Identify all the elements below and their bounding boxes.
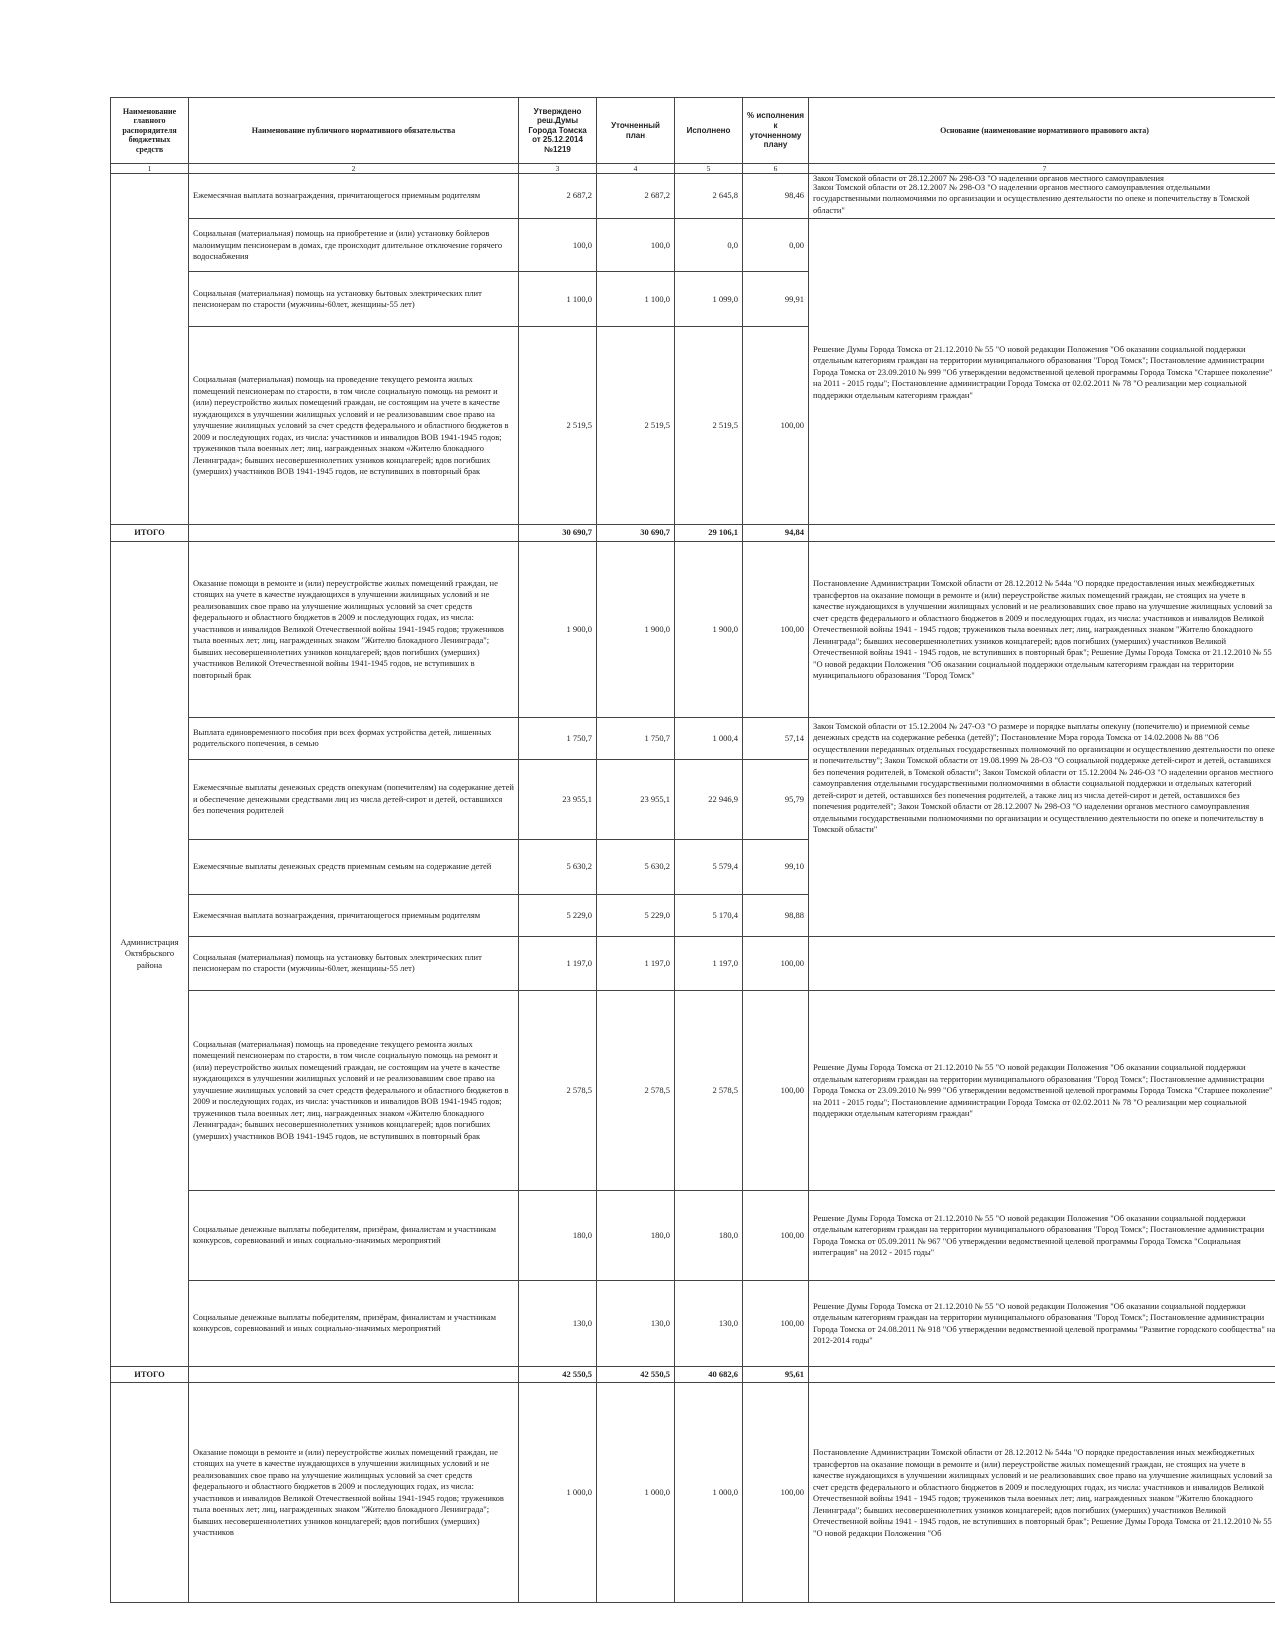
total-empty	[189, 1366, 519, 1382]
obligation-cell: Выплата единовременного пособия при всех формах устройства детей, лишенных родительского попечения, в семью	[189, 717, 519, 759]
basis-cell: Решение Думы Города Томска от 21.12.2010 № 55 "О новой редакции Положения "Об оказании социальной поддержки отдельным категориям граждан на территории муниципального образования "Город Томск"; Постановление администрации Города Томска от 23.09.2010 № 999 "Об утверждении ведомственной целевой программы Города Томска "Старшее поколение" на 2011 - 2015 годы"; Постановление администрации Города Томска от 02.02.2011 № 78 "О реализации мер социальной поддержки отдельным категориям граждан"	[809, 990, 1275, 1190]
obligation-cell: Социальные денежные выплаты победителям, призёрам, финалистам и участникам конкурсов, соревнований и иных социально-значимых мероприятий	[189, 1280, 519, 1366]
column-number: 2	[189, 164, 519, 174]
table-row	[111, 174, 1275, 219]
percent-cell: 100,00	[743, 936, 809, 990]
approved-cell: 1 000,0	[519, 1383, 597, 1603]
percent-cell: 57,14	[743, 717, 809, 759]
approved-cell: 180,0	[519, 1190, 597, 1280]
percent-cell: 0,00	[743, 219, 809, 272]
column-number: 4	[597, 164, 675, 174]
obligation-cell: Социальная (материальная) помощь на установку бытовых электрических плит пенсионерам по старости (мужчины-60лет, женщины-55 лет)	[189, 936, 519, 990]
done-cell: 1 197,0	[675, 936, 743, 990]
total-percent: 95,61	[743, 1366, 809, 1382]
approved-cell: 1 100,0	[519, 272, 597, 327]
plan-cell: 1 900,0	[597, 541, 675, 717]
table-row	[111, 1190, 1275, 1280]
approved-cell: 2 578,5	[519, 990, 597, 1190]
percent-cell: 100,00	[743, 990, 809, 1190]
plan-cell: 1 197,0	[597, 936, 675, 990]
column-number: 3	[519, 164, 597, 174]
approved-cell: 5 630,2	[519, 839, 597, 894]
table-row	[111, 219, 1275, 272]
distributor-cell: Администрация Октябрьского района	[111, 541, 189, 1366]
obligation-cell: Социальная (материальная) помощь на проведение текущего ремонта жилых помещений пенсионерам по старости, в том числе социальную помощь на ремонт и (или) переустройство жилых помещений граждан, не состоящим на учете в качестве нуждающихся в улучшении жилищных условий и не реализовавшим свое право на улучшение жилищных условий за счет средств федерального и областного бюджетов в 2009 и последующих годах, из числа: участников и инвалидов ВОВ 1941-1945 годов; тружеников тыла военных лет; лиц, награжденных знаком «Жителю блокадного Ленинграда»; бывших несовершеннолетних узников концлагерей; вдов погибших (умерших) участников ВОВ 1941-1945 годов, не вступивших в повторный брак	[189, 327, 519, 525]
header-obligation: Наименование публичного нормативного обязательства	[189, 98, 519, 164]
obligation-cell: Социальная (материальная) помощь на установку бытовых электрических плит пенсионерам по старости (мужчины-60лет, женщины-55 лет)	[189, 272, 519, 327]
percent-cell: 100,00	[743, 1280, 809, 1366]
header-plan: Уточненный план	[597, 98, 675, 164]
approved-cell: 2 519,5	[519, 327, 597, 525]
percent-cell: 100,00	[743, 1383, 809, 1603]
plan-cell: 130,0	[597, 1280, 675, 1366]
total-row	[111, 525, 1275, 541]
header-approved: Утверждено реш.Думы Города Томска от 25.12.2014 №1219	[519, 98, 597, 164]
total-percent: 94,84	[743, 525, 809, 541]
plan-cell: 2 687,2	[597, 174, 675, 219]
done-cell: 1 900,0	[675, 541, 743, 717]
plan-cell: 1 000,0	[597, 1383, 675, 1603]
basis-cell: Постановление Администрации Томской области от 28.12.2012 № 544а "О порядке предоставления иных межбюджетных трансфертов на оказание помощи в ремонте и (или) переустройстве жилых помещений граждан, не стоящих на учете в качестве нуждающихся в улучшении жилищных условий и не реализовавших свое право на улучшение жилищных условий за счет средств федерального и областного бюджетов в 2009 и последующих годах, из числа: участников и инвалидов Великой Отечественной войны 1941 - 1945 годов; тружеников тыла военных лет; лиц, награжденных знаком "Жителю блокадного Ленинграда"; бывших несовершеннолетних узников концлагерей; вдов погибших (умерших) участников Великой Отечественной войны 1941 - 1945 годов, не вступивших в повторный брак"; Решение Думы Города Томска от 21.12.2010 № 55 "О новой редакции Положения "Об	[809, 1383, 1275, 1603]
plan-cell: 180,0	[597, 1190, 675, 1280]
done-cell: 5 579,4	[675, 839, 743, 894]
done-cell: 2 645,8	[675, 174, 743, 219]
done-cell: 1 099,0	[675, 272, 743, 327]
total-label: ИТОГО	[111, 1366, 189, 1382]
approved-cell: 23 955,1	[519, 759, 597, 839]
total-approved: 42 550,5	[519, 1366, 597, 1382]
total-basis-empty	[809, 525, 1275, 541]
total-plan: 30 690,7	[597, 525, 675, 541]
table-row	[111, 541, 1275, 717]
done-cell: 5 170,4	[675, 894, 743, 936]
done-cell: 1 000,4	[675, 717, 743, 759]
total-row	[111, 1366, 1275, 1382]
percent-cell: 99,91	[743, 272, 809, 327]
percent-cell: 95,79	[743, 759, 809, 839]
done-cell: 22 946,9	[675, 759, 743, 839]
total-basis-empty	[809, 1366, 1275, 1382]
approved-cell: 1 197,0	[519, 936, 597, 990]
total-empty	[189, 525, 519, 541]
obligation-cell: Ежемесячная выплата вознаграждения, причитающегося приемным родителям	[189, 174, 519, 219]
approved-cell: 100,0	[519, 219, 597, 272]
approved-cell: 2 687,2	[519, 174, 597, 219]
header-row	[111, 98, 1275, 164]
column-number: 1	[111, 164, 189, 174]
obligation-cell: Ежемесячная выплата вознаграждения, причитающегося приемным родителям	[189, 894, 519, 936]
obligation-cell: Оказание помощи в ремонте и (или) переустройстве жилых помещений граждан, не стоящих на учете в качестве нуждающихся в улучшении жилищных условий и не реализовавших свое право на улучшение жилищных условий за счет средств федерального и областного бюджетов в 2009 и последующих годах, из числа: участников и инвалидов Великой Отечественной войны 1941-1945 годов; тружеников тыла военных лет; лиц, награжденных знаком "Жителю блокадного Ленинграда"; бывших несовершеннолетних узников концлагерей; вдов погибших (умерших) участников	[189, 1383, 519, 1603]
basis-cell: Решение Думы Города Томска от 21.12.2010 № 55 "О новой редакции Положения "Об оказании социальной поддержки отдельным категориям граждан на территории муниципального образования "Город Томск"; Постановление администрации Города Томска от 23.09.2010 № 999 "Об утверждении ведомственной целевой программы Города Томска "Старшее поколение" на 2011 - 2015 годы"; Постановление администрации Города Томска от 02.02.2011 № 78 "О реализации мер социальной поддержки отдельным категориям граждан"	[809, 219, 1275, 525]
basis-empty	[809, 936, 1275, 990]
table-row	[111, 717, 1275, 759]
distributor-cell	[111, 1383, 189, 1603]
total-approved: 30 690,7	[519, 525, 597, 541]
basis-cell: Решение Думы Города Томска от 21.12.2010 № 55 "О новой редакции Положения "Об оказании социальной поддержки отдельным категориям граждан на территории муниципального образования "Город Томск"; Постановление администрации Города Томска от 05.09.2011 № 967 "Об утверждении ведомственной целевой программы Города Томска "Социальная интеграция" на 2012 - 2015 годы"	[809, 1190, 1275, 1280]
basis-clipped-line: Закон Томской области от 28.12.2007 № 298-ОЗ "О наделении органов местного самоуправления	[813, 174, 1164, 182]
done-cell: 180,0	[675, 1190, 743, 1280]
column-number: 6	[743, 164, 809, 174]
percent-cell: 100,00	[743, 1190, 809, 1280]
plan-cell: 100,0	[597, 219, 675, 272]
table-row	[111, 1280, 1275, 1366]
done-cell: 2 578,5	[675, 990, 743, 1190]
total-plan: 42 550,5	[597, 1366, 675, 1382]
table-row	[111, 1383, 1275, 1603]
plan-cell: 2 519,5	[597, 327, 675, 525]
percent-cell: 100,00	[743, 327, 809, 525]
plan-cell: 1 100,0	[597, 272, 675, 327]
plan-cell: 5 229,0	[597, 894, 675, 936]
obligation-cell: Социальная (материальная) помощь на приобретение и (или) установку бойлеров малоимущим пенсионерам в домах, где происходит длительное отключение горячего водоснабжения	[189, 219, 519, 272]
table-row	[111, 990, 1275, 1190]
done-cell: 0,0	[675, 219, 743, 272]
obligation-cell: Ежемесячные выплаты денежных средств опекунам (попечителям) на содержание детей и обеспечение денежными средствами лиц из числа детей-сирот и детей, оставшихся без попечения родителей	[189, 759, 519, 839]
approved-cell: 1 750,7	[519, 717, 597, 759]
percent-cell: 98,88	[743, 894, 809, 936]
budget-table	[110, 97, 1275, 1603]
header-distributor: Наименование главного распорядителя бюджетных средств	[111, 98, 189, 164]
done-cell: 1 000,0	[675, 1383, 743, 1603]
done-cell: 2 519,5	[675, 327, 743, 525]
basis-cell: Постановление Администрации Томской области от 28.12.2012 № 544а "О порядке предоставления иных межбюджетных трансфертов на оказание помощи в ремонте и (или) переустройстве жилых помещений граждан, не стоящих на учете в качестве нуждающихся в улучшении жилищных условий и не реализовавших свое право на улучшение жилищных условий за счет средств федерального и областного бюджетов в 2009 и последующих годах, из числа: участников и инвалидов Великой Отечественной войны 1941 - 1945 годов; тружеников тыла военных лет; лиц, награжденных знаком "Жителю блокадного Ленинграда"; бывших несовершеннолетних узников концлагерей; вдов погибших (умерших) участников Великой Отечественной войны 1941 - 1945 годов, не вступивших в повторный брак"; Решение Думы Города Томска от 21.12.2010 № 55 "О новой редакции Положения "Об оказании социальной поддержки отдельным категориям граждан на территории муниципального образования "Город Томск"	[809, 541, 1275, 717]
plan-cell: 1 750,7	[597, 717, 675, 759]
column-number: 7	[809, 164, 1275, 174]
header-done: Исполнено	[675, 98, 743, 164]
approved-cell: 5 229,0	[519, 894, 597, 936]
column-number: 5	[675, 164, 743, 174]
percent-cell: 99,10	[743, 839, 809, 894]
basis-cell: Закон Томской области от 15.12.2004 № 247-ОЗ "О размере и порядке выплаты опекуну (попечителю) и приемной семье денежных средств на содержание ребенка (детей)"; Постановление Мэра города Томска от 14.02.2008 № 88 "Об осуществлении переданных отдельных государственных полномочий по организации и осуществлению деятельности по опеке и попечительству"; Закон Томской области от 19.08.1999 № 28-ОЗ "О социальной поддержке детей-сирот и детей, оставшихся без попечения родителей, в Томской области"; Закон Томской области от 15.12.2004 № 246-ОЗ "О наделении органов местного самоуправления отдельными государственными полномочиями в области социальной поддержки и отдельных категорий детей-сирот и детей, оставшихся без попечения родителей, а также лиц из числа детей-сирот и детей, оставшихся без попечения родителей"; Закон Томской области от 28.12.2007 № 298-ОЗ "О наделении органов местного самоуправления отдельными государственными полномочиями по организации и осуществлению деятельности по опеке и попечительству в Томской области"	[809, 717, 1275, 936]
percent-cell: 98,46	[743, 174, 809, 219]
column-number-row	[111, 164, 1275, 174]
obligation-cell: Оказание помощи в ремонте и (или) переустройстве жилых помещений граждан, не стоящих на учете в качестве нуждающихся в улучшении жилищных условий и не реализовавших свое право на улучшение жилищных условий за счет средств федерального и областного бюджетов в 2009 и последующих годах, из числа: участников и инвалидов Великой Отечественной войны 1941-1945 годов; тружеников тыла военных лет; лиц, награжденных знаком "Жителю блокадного Ленинграда"; бывших несовершеннолетних узников концлагерей; вдов погибших (умерших) участников Великой Отечественной войны 1941-1945 годов, не вступивших в повторный брак	[189, 541, 519, 717]
approved-cell: 1 900,0	[519, 541, 597, 717]
basis-cell: Решение Думы Города Томска от 21.12.2010 № 55 "О новой редакции Положения "Об оказании социальной поддержки отдельным категориям граждан на территории муниципального образования "Город Томск"; Постановление администрации Города Томска от 24.08.2011 № 918 "Об утверждении ведомственной целевой программы "Развитие городского сообщества" на 2012-2014 годы"	[809, 1280, 1275, 1366]
plan-cell: 2 578,5	[597, 990, 675, 1190]
obligation-cell: Социальные денежные выплаты победителям, призёрам, финалистам и участникам конкурсов, соревнований и иных социально-значимых мероприятий	[189, 1190, 519, 1280]
basis-text: Закон Томской области от 28.12.2007 № 298-ОЗ "О наделении органов местного самоуправления отдельными государственными полномочиями по организации и осуществлению деятельности по опеке и попечительству в Томской области"	[813, 182, 1250, 215]
header-basis: Основание (наименование нормативного правового акта)	[809, 98, 1275, 164]
plan-cell: 23 955,1	[597, 759, 675, 839]
header-percent: % исполнения к уточненному плану	[743, 98, 809, 164]
basis-cell	[809, 174, 1275, 219]
approved-cell: 130,0	[519, 1280, 597, 1366]
distributor-cell	[111, 174, 189, 525]
total-done: 29 106,1	[675, 525, 743, 541]
table-row	[111, 936, 1275, 990]
percent-cell: 100,00	[743, 541, 809, 717]
plan-cell: 5 630,2	[597, 839, 675, 894]
total-label: ИТОГО	[111, 525, 189, 541]
obligation-cell: Ежемесячные выплаты денежных средств приемным семьям на содержание детей	[189, 839, 519, 894]
obligation-cell: Социальная (материальная) помощь на проведение текущего ремонта жилых помещений пенсионерам по старости, в том числе социальную помощь на ремонт и (или) переустройство жилых помещений граждан, не состоящим на учете в качестве нуждающихся в улучшении жилищных условий и не реализовавшим свое право на улучшение жилищных условий за счет средств федерального и областного бюджетов в 2009 и последующих годах, из числа: участников и инвалидов ВОВ 1941-1945 годов; тружеников тыла военных лет; лиц, награжденных знаком «Жителю блокадного Ленинграда»; бывших несовершеннолетних узников концлагерей; вдов погибших (умерших) участников ВОВ 1941-1945 годов, не вступивших в повторный брак	[189, 990, 519, 1190]
done-cell: 130,0	[675, 1280, 743, 1366]
total-done: 40 682,6	[675, 1366, 743, 1382]
